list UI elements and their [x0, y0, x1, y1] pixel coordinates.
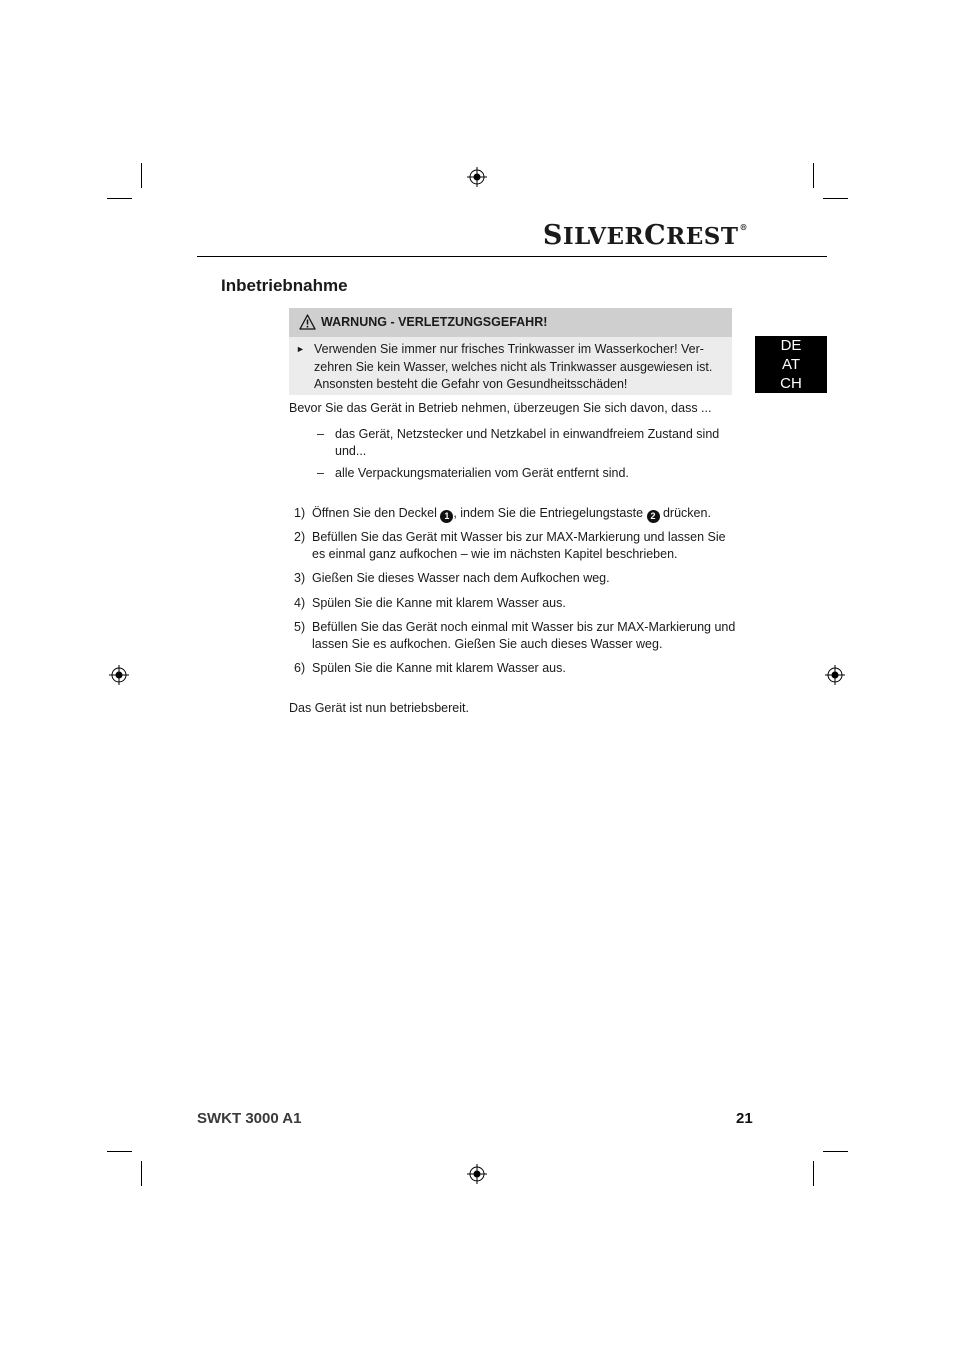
warning-body	[289, 337, 732, 395]
check-item-text	[335, 465, 735, 482]
step-line: es einmal ganz aufkochen – wie im nächsten Kapitel beschrieben.	[312, 547, 678, 561]
crop-mark	[141, 1161, 142, 1186]
warning-triangle-icon	[299, 314, 316, 330]
step-text: Spülen Sie die Kanne mit klarem Wasser aus.	[312, 661, 566, 675]
logo-letter: S	[542, 220, 563, 251]
crop-mark	[107, 198, 132, 199]
crop-mark	[813, 1161, 814, 1186]
step-text-part: , indem Sie die Entriegelungstaste	[453, 506, 647, 520]
step-number: 2)	[294, 530, 306, 544]
language-code: AT	[781, 356, 801, 373]
step-line: Befüllen Sie das Gerät noch einmal mit Wasser bis zur MAX-Markierung und	[312, 620, 736, 634]
page-title: Inbetriebnahme	[221, 276, 348, 295]
crop-mark	[823, 198, 848, 199]
logo-letter: C	[644, 220, 667, 251]
step-line: Befüllen Sie das Gerät mit Wasser bis zur MAX-Markierung und lassen Sie	[312, 530, 726, 544]
warning-header	[289, 308, 732, 337]
registration-mark-icon	[467, 167, 487, 187]
registered-mark: ®	[739, 222, 748, 232]
step-text: Gießen Sie dieses Wasser nach dem Aufkochen weg.	[312, 571, 610, 585]
logo-letters: REST	[666, 223, 739, 250]
check-item	[317, 465, 324, 482]
reference-number-badge: 2	[647, 510, 660, 523]
warning-line: zehren Sie kein Wasser, welches nicht als Trinkwasser ausgewiesen ist.	[314, 359, 713, 374]
logo-letters: ILVER	[562, 223, 645, 250]
check-line: das Gerät, Netzstecker und Netzkabel in einwandfreiem Zustand sind	[335, 427, 720, 441]
language-code: CH	[780, 375, 802, 392]
language-code: DE	[780, 337, 802, 354]
step-text-part: Öffnen Sie den Deckel	[312, 506, 441, 520]
step-number: 6)	[294, 661, 306, 675]
warning-line: Ansonsten besteht die Gefahr von Gesundheitsschäden!	[314, 377, 628, 391]
step-number: 3)	[294, 571, 306, 585]
check-line: alle Verpackungsmaterialien vom Gerät entfernt sind.	[335, 466, 629, 480]
intro-text: Bevor Sie das Gerät in Betrieb nehmen, überzeugen Sie sich davon, dass ...	[289, 401, 712, 415]
step-text	[312, 505, 737, 523]
crop-mark	[823, 1151, 848, 1152]
check-item-text	[335, 426, 735, 460]
silvercrest-logo	[543, 220, 748, 251]
step-number: 1)	[294, 506, 306, 520]
arrow-bullet-icon: ►	[296, 344, 305, 354]
step-text	[312, 619, 737, 653]
reference-number-badge: 1	[440, 510, 453, 523]
warning-line: Verwenden Sie immer nur frisches Trinkwasser im Wasserkocher! Ver-	[314, 342, 704, 356]
registration-mark-icon	[467, 1164, 487, 1184]
step-number: 5)	[294, 620, 306, 634]
step-text	[312, 529, 737, 563]
registration-mark-icon	[825, 665, 845, 685]
step-line: lassen Sie es aufkochen. Gießen Sie auch dieses Wasser weg.	[312, 637, 663, 651]
dash-bullet: –	[317, 427, 324, 441]
closing-text: Das Gerät ist nun betriebsbereit.	[289, 701, 469, 715]
warning-title: WARNUNG - VERLETZUNGSGEFAHR!	[321, 315, 548, 329]
check-item	[317, 426, 324, 443]
crop-mark	[107, 1151, 132, 1152]
dash-bullet: –	[317, 466, 324, 480]
header-rule	[197, 256, 827, 257]
crop-mark	[141, 163, 142, 188]
step-text-part: drücken.	[659, 506, 711, 520]
registration-mark-icon	[109, 665, 129, 685]
step-text: Spülen Sie die Kanne mit klarem Wasser aus.	[312, 596, 566, 610]
crop-mark	[813, 163, 814, 188]
language-tab	[755, 336, 827, 393]
step-number: 4)	[294, 596, 306, 610]
footer-model-name: SWKT 3000 A1	[197, 1110, 302, 1127]
page-number: 21	[736, 1110, 753, 1127]
check-line: und...	[335, 444, 367, 458]
warning-text	[314, 341, 719, 394]
